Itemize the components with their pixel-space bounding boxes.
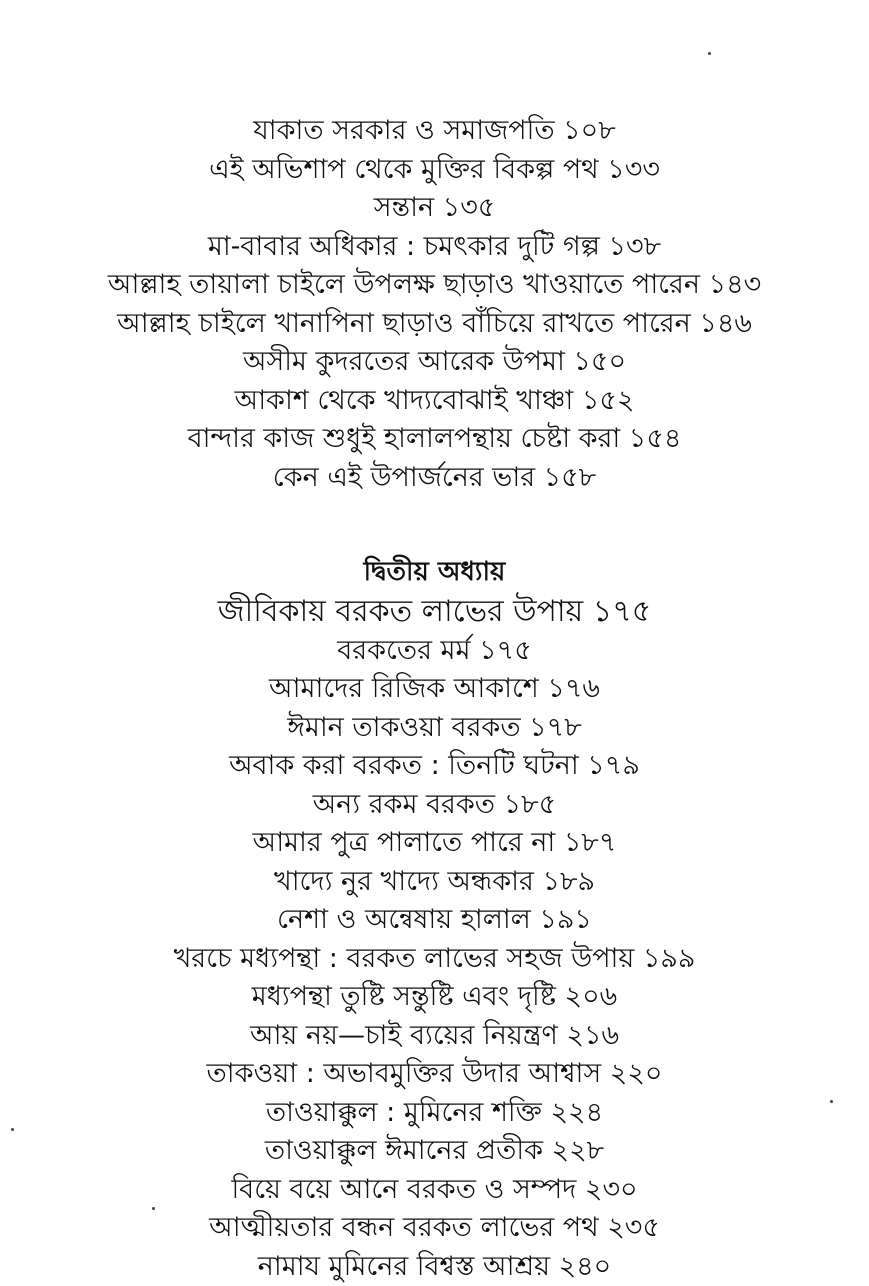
toc-entry: অসীম কুদরতের আরেক উপমা ১৫০ <box>0 343 869 382</box>
chapter-title: জীবিকায় বরকত লাভের উপায় ১৭৫ <box>0 592 869 632</box>
toc-entry: নামায মুমিনের বিশ্বস্ত আশ্রয় ২৪০ <box>0 1248 869 1286</box>
toc-entry: আমার পুত্র পালাতে পারে না ১৮৭ <box>0 824 869 863</box>
toc-entry: খাদ্যে নুর খাদ্যে অন্ধকার ১৮৯ <box>0 863 869 902</box>
toc-entry: আমাদের রিজিক আকাশে ১৭৬ <box>0 670 869 709</box>
toc-entry: খরচে মধ্যপন্থা : বরকত লাভের সহজ উপায় ১৯৯ <box>0 940 869 979</box>
toc-entry: সন্তান ১৩৫ <box>0 189 869 228</box>
toc-entry: তাওয়াক্কুল ঈমানের প্রতীক ২২৮ <box>0 1132 869 1171</box>
chapter-heading: দ্বিতীয় অধ্যায় <box>0 553 869 592</box>
toc-entry: ঈমান তাকওয়া বরকত ১৭৮ <box>0 709 869 748</box>
toc-entry: তাওয়াক্কুল : মুমিনের শক্তি ২২৪ <box>0 1094 869 1133</box>
toc-entry: তাকওয়া : অভাবমুক্তির উদার আশ্বাস ২২০ <box>0 1055 869 1094</box>
toc-entry: কেন এই উপার্জনের ভার ১৫৮ <box>0 459 869 498</box>
toc-entry: বিয়ে বয়ে আনে বরকত ও সম্পদ ২৩০ <box>0 1171 869 1210</box>
toc-entry: আকাশ থেকে খাদ্যবোঝাই খাঞ্চা ১৫২ <box>0 382 869 421</box>
toc-entry: যাকাত সরকার ও সমাজপতি ১০৮ <box>0 112 869 151</box>
toc-entry: অন্য রকম বরকত ১৮৫ <box>0 786 869 825</box>
toc-entry: আল্লাহ চাইলে খানাপিনা ছাড়াও বাঁচিয়ে রাখতে পারেন ১৪৬ <box>0 305 869 344</box>
toc-entry: বান্দার কাজ শুধুই হালালপন্থায় চেষ্টা করা ১৫৪ <box>0 420 869 459</box>
toc-entry: অবাক করা বরকত : তিনটি ঘটনা ১৭৯ <box>0 747 869 786</box>
toc-entry: আয় নয়—চাই ব্যয়ের নিয়ন্ত্রণ ২১৬ <box>0 1017 869 1056</box>
section-spacer <box>0 497 869 553</box>
toc-entry: আত্মীয়তার বন্ধন বরকত লাভের পথ ২৩৫ <box>0 1209 869 1248</box>
toc-entry: এই অভিশাপ থেকে মুক্তির বিকল্প পথ ১৩৩ <box>0 151 869 190</box>
scan-speck <box>708 52 711 55</box>
toc-entry: আল্লাহ তায়ালা চাইলে উপলক্ষ ছাড়াও খাওয়াতে পারেন ১৪৩ <box>0 266 869 305</box>
toc-entry: বরকতের মর্ম ১৭৫ <box>0 632 869 671</box>
toc-entry: মধ্যপন্থা তুষ্টি সন্তুষ্টি এবং দৃষ্টি ২০৬ <box>0 978 869 1017</box>
scan-speck <box>152 1207 155 1210</box>
scan-speck <box>11 1128 14 1131</box>
scan-speck <box>830 1100 833 1103</box>
toc-entry: মা-বাবার অধিকার : চমৎকার দুটি গল্প ১৩৮ <box>0 228 869 267</box>
table-of-contents <box>0 112 869 1286</box>
toc-entry: নেশা ও অন্বেষায় হালাল ১৯১ <box>0 901 869 940</box>
